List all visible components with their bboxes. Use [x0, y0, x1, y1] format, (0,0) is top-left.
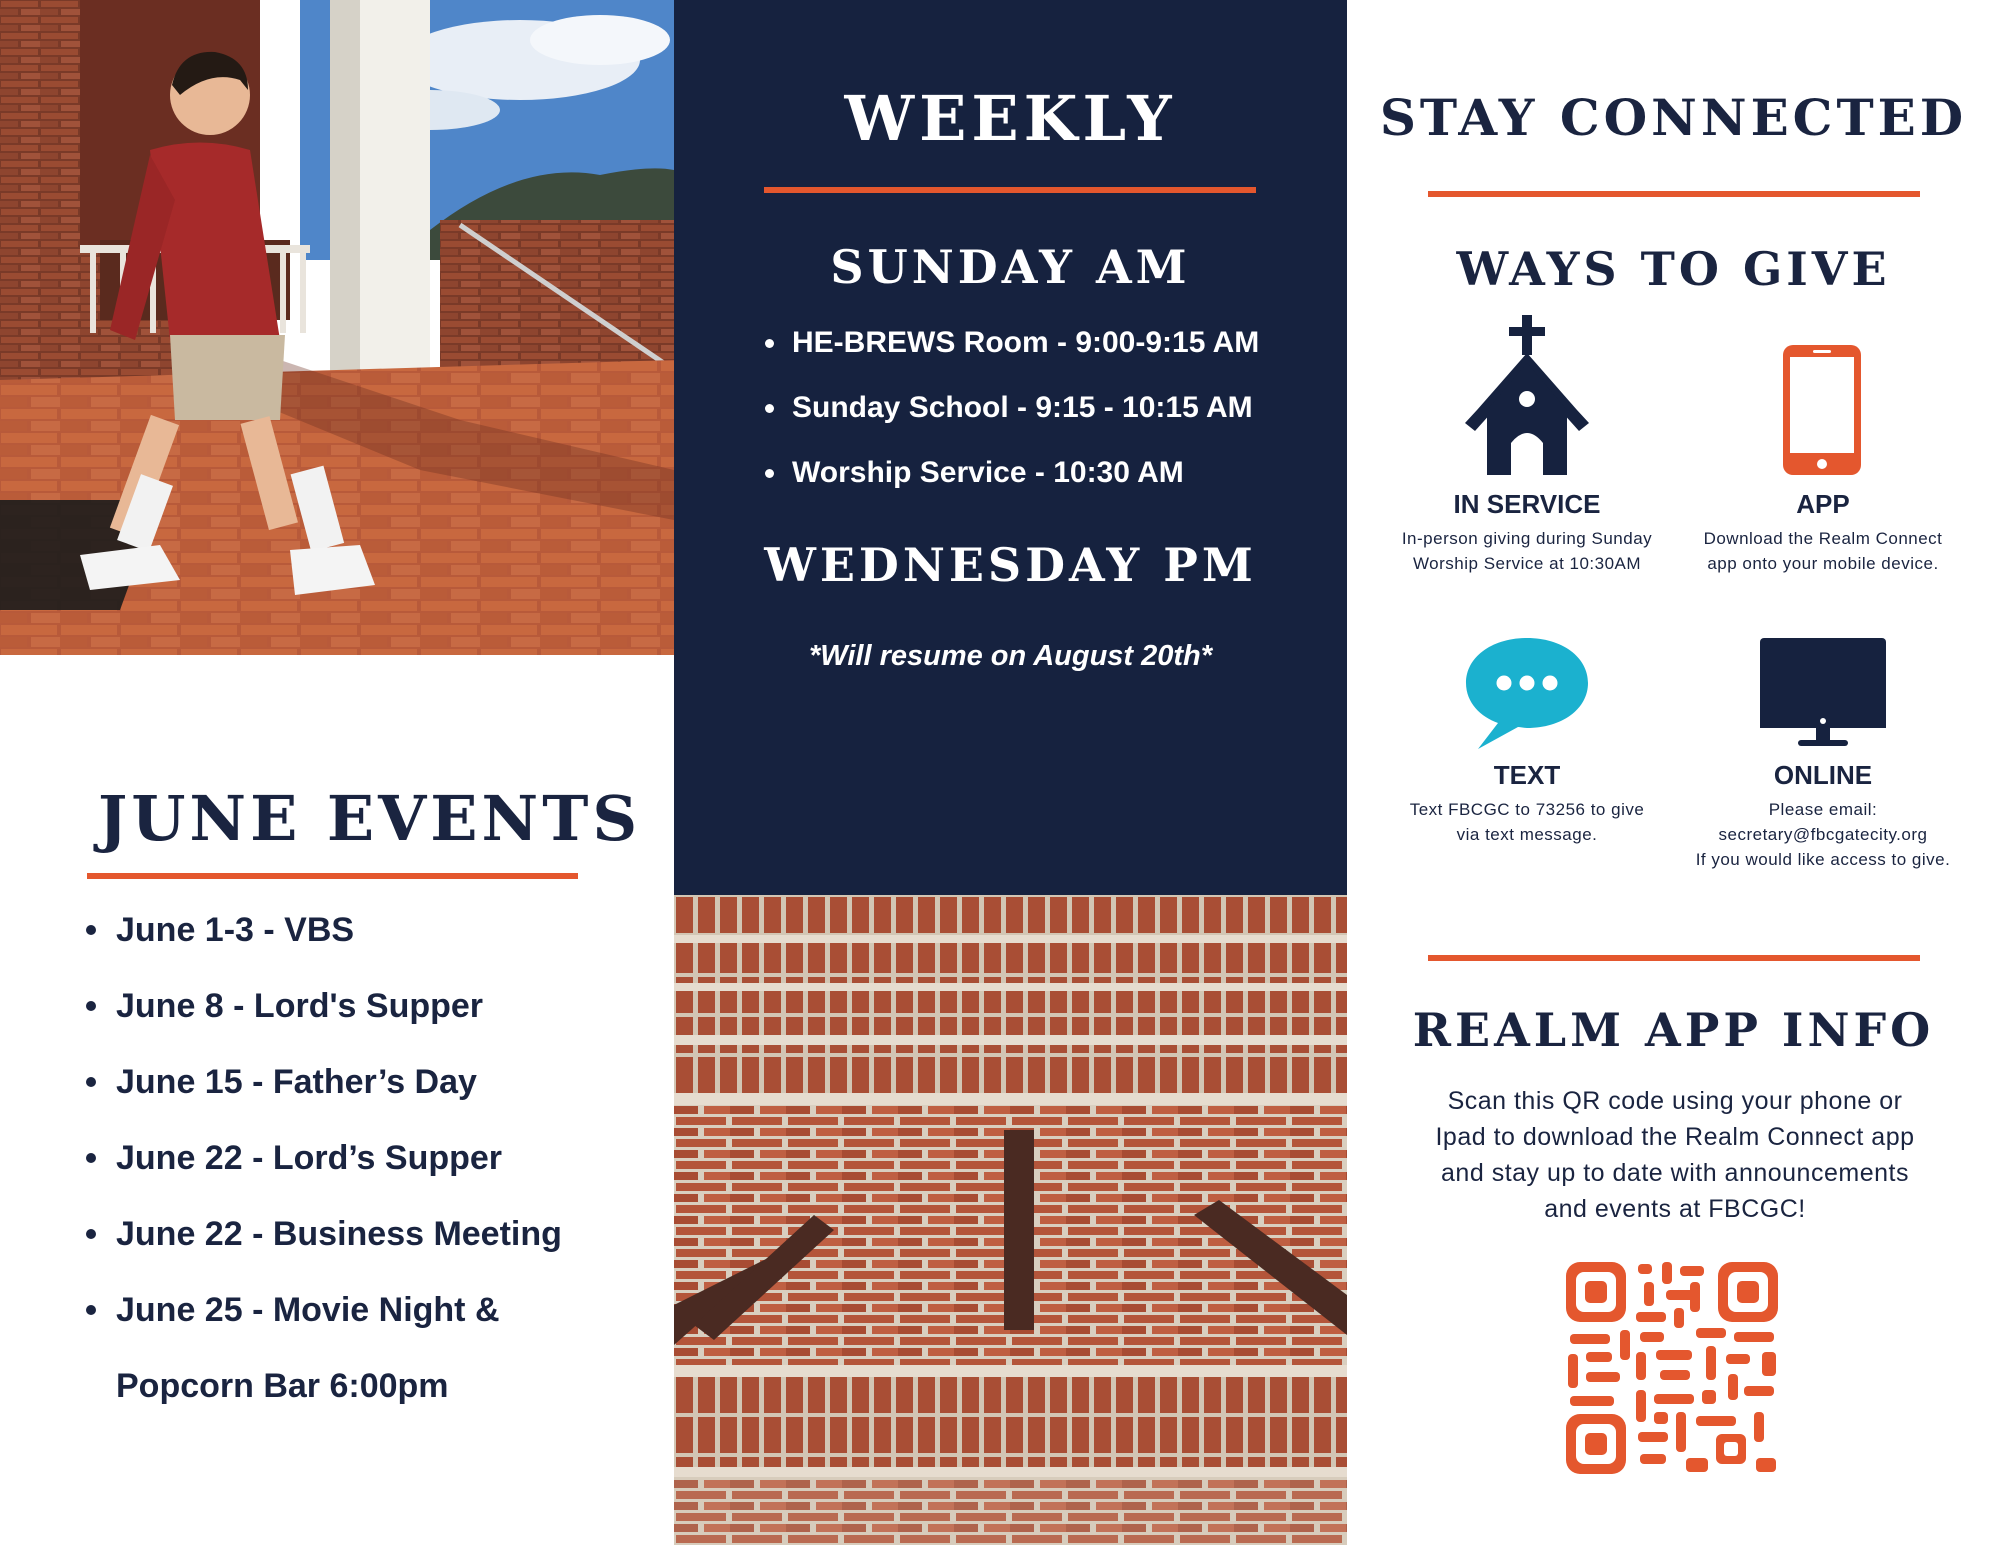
- give-label: ONLINE: [1773, 760, 1873, 790]
- bullet-icon: [86, 1077, 96, 1087]
- schedule-text: HE-BREWS Room - 9:00-9:15 AM: [792, 326, 1260, 359]
- june-events-divider: [87, 873, 578, 879]
- qr-code-graphic: [1566, 1262, 1778, 1474]
- sunday-schedule-list: [760, 310, 1340, 505]
- june-events-title: JUNE EVENTS: [98, 782, 642, 855]
- give-online: [1693, 635, 1953, 872]
- give-text: [1397, 635, 1657, 847]
- event-text: June 8 - Lord's Supper: [116, 987, 484, 1025]
- event-item: [86, 1196, 646, 1272]
- bullet-icon: [86, 925, 96, 935]
- give-description: [1693, 797, 1953, 872]
- event-item: [86, 968, 646, 1044]
- give-label: APP: [1796, 489, 1850, 519]
- wednesday-note: *Will resume on August 20th*: [808, 640, 1213, 672]
- give-email[interactable]: secretary@fbcgatecity.org: [1718, 825, 1928, 844]
- bullet-icon: [86, 1001, 96, 1011]
- give-description-line: If you would like access to give.: [1695, 850, 1951, 869]
- bullet-icon: [765, 339, 774, 348]
- event-text-continuation: Popcorn Bar 6:00pm: [116, 1367, 449, 1405]
- event-item: [86, 892, 646, 968]
- weekly-title: WEEKLY: [844, 82, 1177, 155]
- give-description: In-person giving during Sunday Worship Service at 10:30AM: [1401, 529, 1653, 573]
- event-text: June 22 - Business Meeting: [116, 1215, 562, 1253]
- schedule-text: Worship Service - 10:30 AM: [792, 456, 1184, 489]
- ways-to-give-title: WAYS TO GIVE: [1456, 242, 1891, 296]
- bullet-icon: [86, 1305, 96, 1315]
- june-events-list: [86, 892, 646, 1424]
- schedule-text: Sunday School - 9:15 - 10:15 AM: [792, 391, 1253, 424]
- schedule-item: [760, 440, 1340, 505]
- weekly-divider: [764, 187, 1256, 193]
- church-icon: [1457, 315, 1597, 475]
- bullet-icon: [86, 1229, 96, 1239]
- give-label: IN SERVICE: [1453, 489, 1601, 519]
- give-description: Download the Realm Connect app onto your mobile device.: [1703, 529, 1943, 573]
- realm-app-description: Scan this QR code using your phone or Ipad to download the Realm Connect app and stay up to date with announcements and events at FBCGC!: [1435, 1087, 1915, 1223]
- give-app: [1693, 315, 1953, 576]
- boy-walking-photo: [0, 0, 674, 655]
- event-item: [86, 1044, 646, 1120]
- give-in-service: [1397, 315, 1657, 576]
- event-text: June 15 - Father’s Day: [116, 1063, 477, 1101]
- stay-connected-title: STAY CONNECTED: [1379, 88, 1968, 147]
- realm-divider: [1428, 955, 1920, 961]
- brick-steps-photo: [674, 895, 1347, 1545]
- wednesday-pm-title: WEDNESDAY PM: [764, 538, 1257, 592]
- sunday-am-title: SUNDAY AM: [830, 240, 1191, 294]
- give-description: Text FBCGC to 73256 to give via text message.: [1409, 800, 1645, 844]
- bullet-icon: [765, 469, 774, 478]
- qr-code[interactable]: [1566, 1262, 1778, 1474]
- give-label: TEXT: [1493, 760, 1561, 790]
- bullet-icon: [765, 404, 774, 413]
- bullet-icon: [86, 1153, 96, 1163]
- schedule-item: [760, 310, 1340, 375]
- event-text: June 1-3 - VBS: [116, 911, 355, 949]
- monitor-icon: [1758, 635, 1888, 750]
- event-text: June 22 - Lord’s Supper: [116, 1139, 503, 1177]
- schedule-item: [760, 375, 1340, 440]
- realm-app-info-title: REALM APP INFO: [1412, 1003, 1935, 1057]
- event-item: [86, 1272, 646, 1424]
- give-description-line: Please email:: [1768, 800, 1878, 819]
- chat-bubble-icon: [1464, 635, 1590, 750]
- event-text: June 25 - Movie Night &: [116, 1291, 500, 1329]
- stay-connected-divider: [1428, 191, 1920, 197]
- event-item: [86, 1120, 646, 1196]
- phone-icon: [1783, 315, 1863, 475]
